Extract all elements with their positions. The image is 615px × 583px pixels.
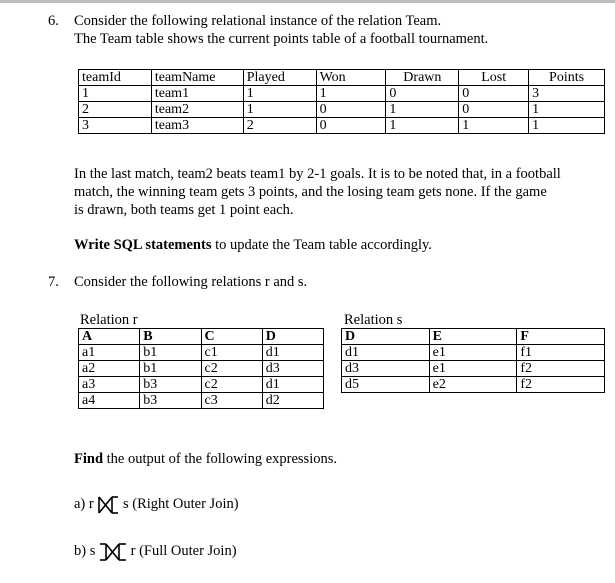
relation-s-header-row [342, 329, 605, 345]
cell: b1 [140, 345, 201, 361]
cell: e1 [429, 345, 517, 361]
q6-para-line: In the last match, team2 beats team1 by 2-1 goals. It is to be noted that, in a football [74, 166, 561, 182]
cell: 1 [529, 102, 605, 118]
q7-intro: Consider the following relations r and s. [74, 274, 308, 290]
cell: 0 [386, 86, 459, 102]
q6-number: 6. [48, 13, 59, 29]
cell: a1 [79, 345, 140, 361]
table-row [79, 118, 605, 134]
header-c: C [201, 329, 262, 345]
cell: 1 [459, 118, 529, 134]
top-border [0, 0, 615, 3]
cell: b1 [140, 361, 201, 377]
relation-r-header-row [79, 329, 324, 345]
full-outer-join-icon [99, 542, 127, 562]
cell: a2 [79, 361, 140, 377]
cell: e1 [429, 361, 517, 377]
relation-r-title: Relation r [80, 312, 138, 328]
header-d: D [342, 329, 430, 345]
relation-r-table [78, 328, 324, 409]
table-row [79, 345, 324, 361]
table-row [342, 377, 605, 393]
cell: 2 [243, 118, 316, 134]
q7-find-rest: the output of the following expressions. [103, 451, 337, 467]
cell: 1 [243, 86, 316, 102]
right-outer-join-icon [97, 495, 119, 515]
q7-find [74, 451, 337, 468]
table-row [79, 86, 605, 102]
expression-a-prefix: a) r [74, 496, 94, 512]
header-drawn: Drawn [386, 70, 459, 86]
q6-task-bold: Write SQL statements [74, 237, 212, 253]
cell: e2 [429, 377, 517, 393]
expression-b [74, 538, 237, 564]
cell: a4 [79, 393, 140, 409]
cell: 1 [529, 118, 605, 134]
cell: a3 [79, 377, 140, 393]
header-teamid: teamId [79, 70, 152, 86]
q7-find-bold: Find [74, 451, 104, 467]
expression-a-suffix: s (Right Outer Join) [122, 496, 239, 512]
cell: 3 [529, 86, 605, 102]
cell: b3 [140, 377, 201, 393]
header-played: Played [243, 70, 316, 86]
cell: d1 [262, 345, 323, 361]
table-row [79, 393, 324, 409]
header-points: Points [529, 70, 605, 86]
cell: c2 [201, 361, 262, 377]
table-row [79, 102, 605, 118]
q6-line1: Consider the following relational instance of the relation Team. [74, 13, 442, 29]
header-d: D [262, 329, 323, 345]
cell: 0 [316, 118, 386, 134]
team-table-header-row [79, 70, 605, 86]
cell: d5 [342, 377, 430, 393]
table-row [79, 361, 324, 377]
q6-task [74, 237, 432, 254]
relation-s-table [341, 328, 605, 393]
relation-s-title: Relation s [344, 312, 403, 328]
cell: 0 [459, 86, 529, 102]
cell: c3 [201, 393, 262, 409]
cell: d3 [342, 361, 430, 377]
cell: 2 [79, 102, 152, 118]
cell: team1 [151, 86, 243, 102]
cell: team3 [151, 118, 243, 134]
header-b: B [140, 329, 201, 345]
cell: f2 [517, 361, 605, 377]
cell: 1 [243, 102, 316, 118]
q6-para-line: match, the winning team gets 3 points, and the losing team gets none. If the game [74, 184, 547, 200]
header-lost: Lost [459, 70, 529, 86]
cell: f1 [517, 345, 605, 361]
cell: 3 [79, 118, 152, 134]
cell: 1 [316, 86, 386, 102]
table-row [342, 345, 605, 361]
expression-b-suffix: r (Full Outer Join) [130, 543, 237, 559]
q6-line2: The Team table shows the current points table of a football tournament. [74, 31, 489, 47]
header-teamname: teamName [151, 70, 243, 86]
cell: d3 [262, 361, 323, 377]
q6-paragraph [74, 165, 561, 219]
q6-task-rest: to update the Team table accordingly. [211, 237, 432, 253]
header-won: Won [316, 70, 386, 86]
cell: d1 [262, 377, 323, 393]
cell: team2 [151, 102, 243, 118]
cell: 0 [459, 102, 529, 118]
cell: d1 [342, 345, 430, 361]
cell: c2 [201, 377, 262, 393]
table-row [79, 377, 324, 393]
cell: 1 [79, 86, 152, 102]
cell: 1 [386, 102, 459, 118]
expression-a [74, 491, 239, 517]
header-a: A [79, 329, 140, 345]
cell: 1 [386, 118, 459, 134]
cell: d2 [262, 393, 323, 409]
q7-number: 7. [48, 274, 59, 290]
cell: c1 [201, 345, 262, 361]
cell: f2 [517, 377, 605, 393]
table-row [342, 361, 605, 377]
cell: b3 [140, 393, 201, 409]
team-table [78, 69, 605, 134]
cell: 0 [316, 102, 386, 118]
header-e: E [429, 329, 517, 345]
header-f: F [517, 329, 605, 345]
expression-b-prefix: b) s [74, 543, 96, 559]
q6-para-line: is drawn, both teams get 1 point each. [74, 202, 294, 218]
